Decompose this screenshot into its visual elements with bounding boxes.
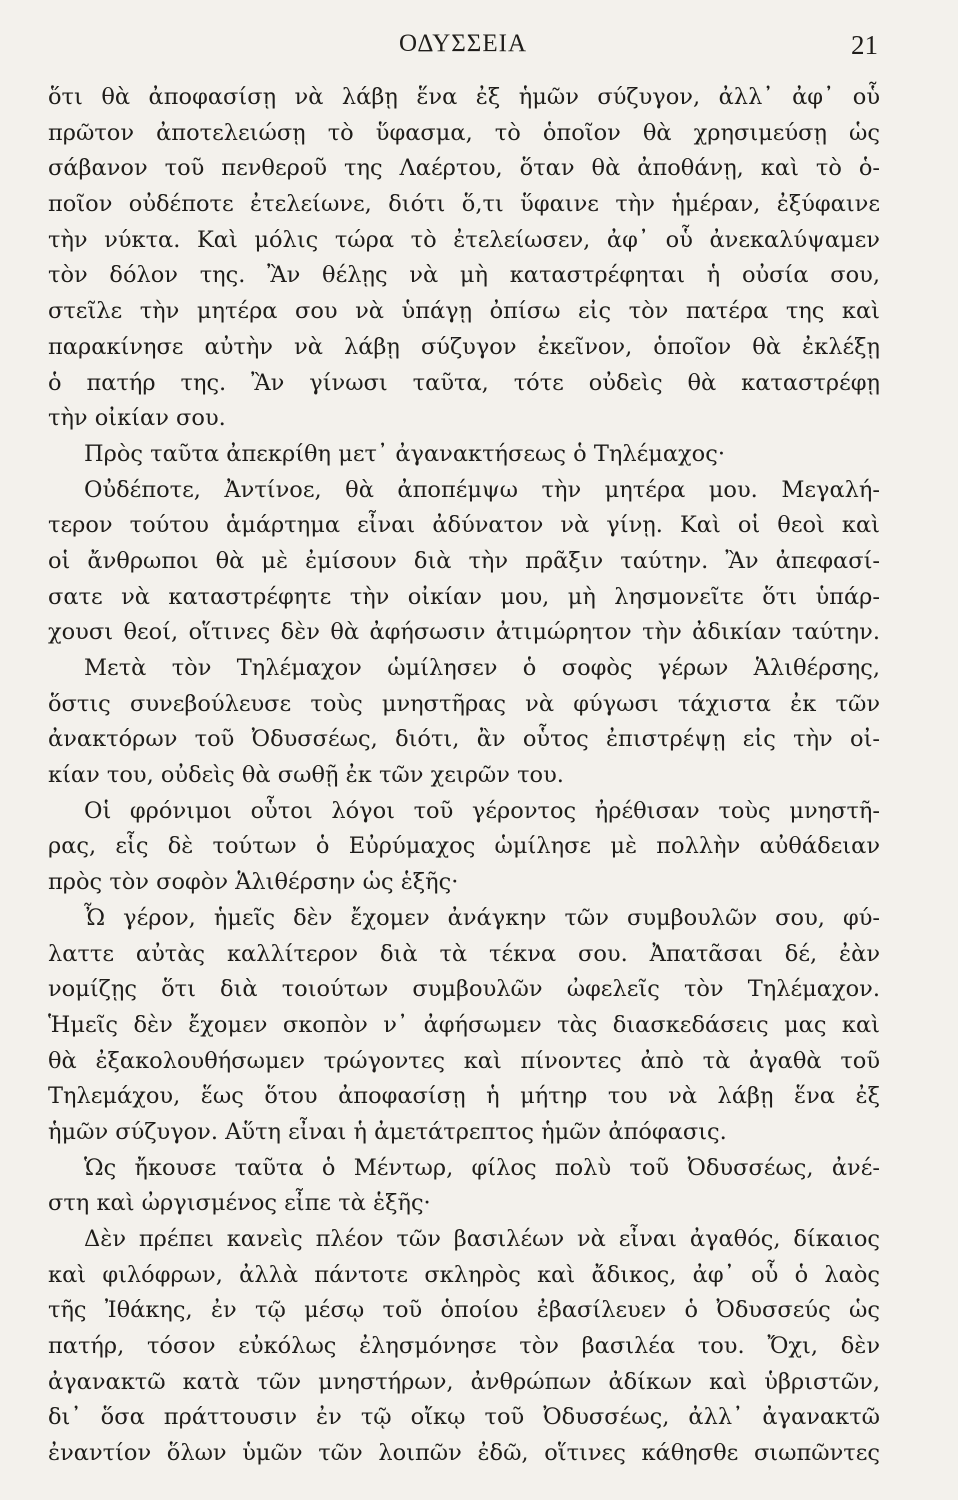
text-line: Πρὸς ταῦτα ἀπεκρίθη μετ᾽ ἀγανακτήσεως ὁ Τηλέμαχος· [84, 440, 725, 467]
text-line: ρας, εἷς δὲ τούτων ὁ Εὐρύμαχος ὡμίλησε μὲ πολλὴν αὐθάδειαν [48, 833, 880, 860]
text-line: ἀνακτόρων τοῦ Ὀδυσσέως, διότι, ἂν οὗτος ἐπιστρέψῃ εἰς τὴν οἰ- [48, 726, 880, 753]
page-number: 21 [851, 30, 878, 60]
text-line: Μετὰ τὸν Τηλέμαχον ὡμίλησεν ὁ σοφὸς γέρων Ἁλιθέρσης, [84, 655, 880, 681]
text-line: στεῖλε τὴν μητέρα σου νὰ ὑπάγῃ ὀπίσω εἰς τὸν πατέρα της καὶ [48, 298, 880, 325]
text-line: κίαν του, οὐδεὶς θὰ σωθῇ ἐκ τῶν χειρῶν του. [48, 762, 564, 789]
page-header [48, 30, 878, 70]
text-line: Οὐδέποτε, Ἀντίνοε, θὰ ἀποπέμψω τὴν μητέρα μου. Μεγαλή- [84, 476, 880, 503]
text-line: ὅστις συνεβούλευσε τοὺς μνηστῆρας νὰ φύγωσι τάχιστα ἐκ τῶν [48, 690, 880, 717]
text-line: στη καὶ ὠργισμένος εἶπε τὰ ἑξῆς· [48, 1190, 431, 1217]
running-title: ΟΔΥΣΣΕΙΑ [399, 30, 527, 57]
text-line: πρῶτον ἀποτελειώσῃ τὸ ὕφασμα, τὸ ὁποῖον θὰ χρησιμεύσῃ ὡς [48, 119, 880, 146]
text-line: σάβανον τοῦ πενθεροῦ της Λαέρτου, ὅταν θὰ ἀποθάνῃ, καὶ τὸ ὁ- [48, 155, 880, 182]
text-line: δι᾽ ὅσα πράττουσιν ἐν τῷ οἴκῳ τοῦ Ὀδυσσέως, ἀλλ᾽ ἀγανακτῶ [48, 1404, 880, 1431]
text-line: ὅτι θὰ ἀποφασίσῃ νὰ λάβῃ ἕνα ἐξ ἡμῶν σύζυγον, ἀλλ᾽ ἀφ᾽ οὗ [48, 84, 880, 110]
text-line: τὴν οἰκίαν σου. [48, 405, 226, 432]
text-line: ἡμῶν σύζυγον. Αὕτη εἶναι ἡ ἀμετάτρεπτος ἡμῶν ἀπόφασις. [48, 1118, 727, 1145]
text-line: τερον τούτου ἁμάρτημα εἶναι ἀδύνατον νὰ γίνῃ. Καὶ οἱ θεοὶ καὶ [48, 512, 880, 539]
text-line: σατε νὰ καταστρέφητε τὴν οἰκίαν μου, μὴ λησμονεῖτε ὅτι ὑπάρ- [48, 583, 880, 610]
text-line: ὁ πατήρ της. Ἂν γίνωσι ταῦτα, τότε οὐδεὶς θὰ καταστρέφῃ [48, 369, 880, 396]
text-line: τὸν δόλον της. Ἂν θέλῃς νὰ μὴ καταστρέφηται ἡ οὐσία σου, [48, 262, 880, 289]
text-line: πρὸς τὸν σοφὸν Ἁλιθέρσην ὡς ἑξῆς· [48, 869, 459, 896]
text-line: ἀγανακτῶ κατὰ τῶν μνηστήρων, ἀνθρώπων ἀδίκων καὶ ὑβριστῶν, [48, 1368, 880, 1395]
text-line: ἐναντίον ὅλων ὑμῶν τῶν λοιπῶν ἐδῶ, οἵτινες κάθησθε σιωπῶντες [48, 1440, 880, 1467]
text-line: Οἱ φρόνιμοι οὗτοι λόγοι τοῦ γέροντος ἠρέθισαν τοὺς μνηστῆ- [84, 797, 880, 824]
text-line: πατήρ, τόσον εὐκόλως ἐλησμόνησε τὸν βασιλέα του. Ὄχι, δὲν [48, 1333, 880, 1360]
text-line: Ὡς ἤκουσε ταῦτα ὁ Μέντωρ, φίλος πολὺ τοῦ Ὀδυσσέως, ἀνέ- [84, 1154, 880, 1181]
text-line: τῆς Ἰθάκης, ἐν τῷ μέσῳ τοῦ ὁποίου ἐβασίλευεν ὁ Ὀδυσσεύς ὡς [48, 1297, 880, 1324]
text-line: ποῖον οὐδέποτε ἐτελείωνε, διότι ὅ,τι ὕφαινε τὴν ἡμέραν, ἐξύφαινε [48, 191, 880, 218]
text-line: Ὦ γέρον, ἡμεῖς δὲν ἔχομεν ἀνάγκην τῶν συμβουλῶν σου, φύ- [84, 904, 880, 931]
text-line: οἱ ἄνθρωποι θὰ μὲ ἐμίσουν διὰ τὴν πρᾶξιν ταύτην. Ἂν ἀπεφασί- [48, 547, 880, 574]
text-line: θὰ ἐξακολουθήσωμεν τρώγοντες καὶ πίνοντες ἀπὸ τὰ ἀγαθὰ τοῦ [48, 1047, 880, 1074]
text-line: παρακίνησε αὐτὴν νὰ λάβῃ σύζυγον ἐκεῖνον, ὁποῖον θὰ ἐκλέξῃ [48, 333, 880, 360]
text-line: τὴν νύκτα. Καὶ μόλις τώρα τὸ ἐτελείωσεν, ἀφ᾽ οὗ ἀνεκαλύψαμεν [48, 226, 880, 253]
text-line: νομίζῃς ὅτι διὰ τοιούτων συμβουλῶν ὠφελεῖς τὸν Τηλέμαχον. [48, 976, 880, 1003]
text-line: λαττε αὐτὰς καλλίτερον διὰ τὰ τέκνα σου. Ἀπατᾶσαι δέ, ἐὰν [48, 940, 880, 967]
text-line: καὶ φιλόφρων, ἀλλὰ πάντοτε σκληρὸς καὶ ἄδικος, ἀφ᾽ οὗ ὁ λαὸς [48, 1261, 880, 1288]
body-text [48, 80, 880, 1472]
text-line: Δὲν πρέπει κανεὶς πλέον τῶν βασιλέων νὰ εἶναι ἀγαθός, δίκαιος [84, 1226, 880, 1252]
text-line: χουσι θεοί, οἵτινες δὲν θὰ ἀφήσωσιν ἀτιμώρητον τὴν ἀδικίαν ταύτην. [48, 619, 880, 646]
text-line: Τηλεμάχου, ἕως ὅτου ἀποφασίσῃ ἡ μήτηρ του νὰ λάβῃ ἕνα ἐξ [48, 1083, 880, 1110]
text-line: Ἡμεῖς δὲν ἔχομεν σκοπὸν ν᾽ ἀφήσωμεν τὰς διασκεδάσεις μας καὶ [48, 1011, 880, 1038]
